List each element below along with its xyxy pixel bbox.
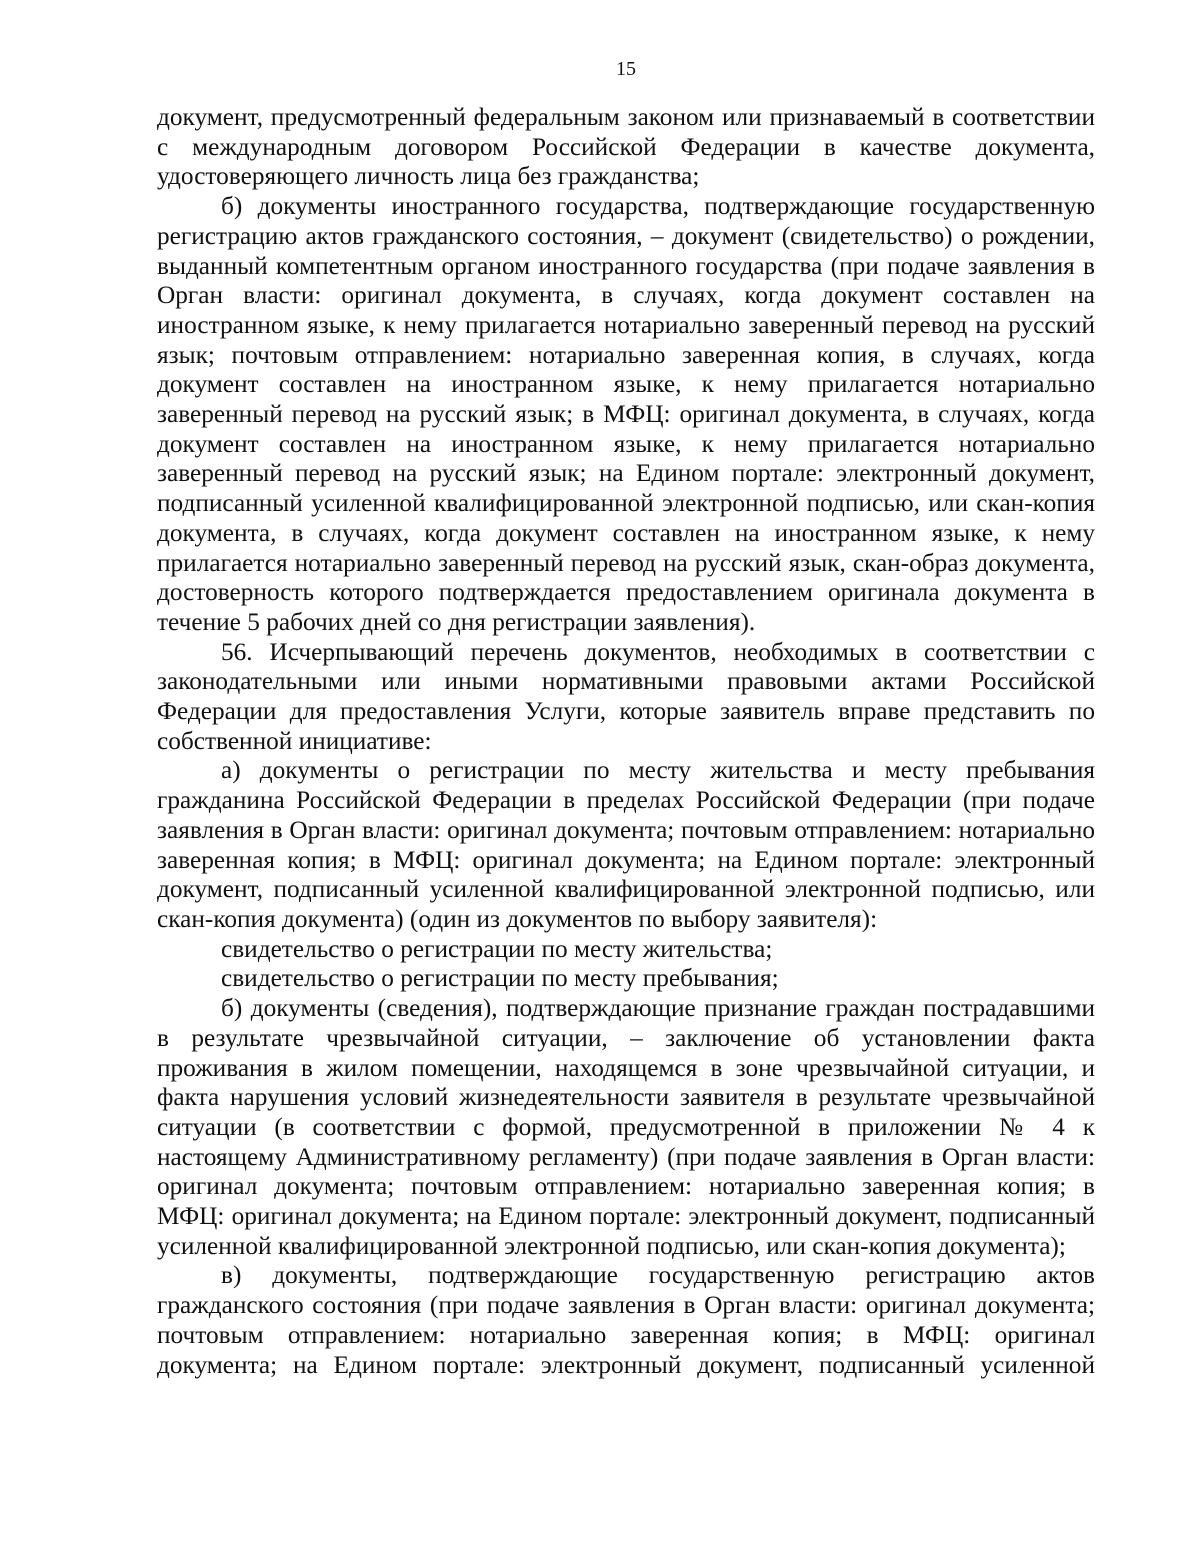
paragraph-item-a-registration: а) документы о регистрации по месту жительства и месту пребывания гражданина Российской Федерации в пределах Российской Федерации (при подаче заявления в Орган власти: оригинал документа; почтовым отправлением: нотариально заверенная копия; в МФЦ: оригинал документа; на Едином портале: электронный документ, подписанный усиленной квалифицированной электронной подписью, или скан-копия документа) (один из документов по выбору заявителя): [157, 756, 1095, 933]
paragraph-item-b-foreign-documents: б) документы иностранного государства, подтверждающие государственную регистрацию актов гражданского состояния, – документ (свидетельство) о рождении, выданный компетентным органом иностранного государства (при подаче заявления в Орган власти: оригинал документа, в случаях, когда документ составлен на иностранном языке, к нему прилагается нотариально заверенный перевод на русский язык; почтовым отправлением: нотариально заверенная копия, в случаях, когда документ составлен на иностранном языке, к нему прилагается нотариально заверенный перевод на русский язык; в МФЦ: оригинал документа, в случаях, когда документ составлен на иностранном языке, к нему прилагается нотариально заверенный перевод на русский язык; на Едином портале: электронный документ, подписанный усиленной квалифицированной электронной подписью, или скан-копия документа, в случаях, когда документ составлен на иностранном языке, к нему прилагается нотариально заверенный перевод на русский язык, скан-образ документа, достоверность которого подтверждается предоставлением оригинала документа в течение 5 рабочих дней со дня регистрации заявления). [157, 192, 1095, 636]
paragraph-item-b-emergency: б) документы (сведения), подтверждающие признание граждан пострадавшими в результате чрезвычайной ситуации, – заключение об установлении факта проживания в жилом помещении, находящемся в зоне чрезвычайной ситуации, и факта нарушения условий жизнедеятельности заявителя в результате чрезвычайной ситуации (в соответствии с формой, предусмотренной в приложении № 4 к настоящему Административному регламенту) (при подаче заявления в Орган власти: оригинал документа; почтовым отправлением: нотариально заверенная копия; в МФЦ: оригинал документа; на Едином портале: электронный документ, подписанный усиленной квалифицированной электронной подписью, или скан-копия документа); [157, 994, 1095, 1260]
paragraph-continuation: документ, предусмотренный федеральным законом или признаваемый в соответствии с международным договором Российской Федерации в качестве документа, удостоверяющего личность лица без гражданства; [157, 103, 1095, 191]
paragraph-clause-56: 56. Исчерпывающий перечень документов, необходимых в соответствии с законодательными или иными нормативными правовыми актами Российской Федерации для предоставления Услуги, которые заявитель вправе представить по собственной инициативе: [157, 637, 1095, 755]
paragraph-item-v-civil-status: в) документы, подтверждающие государственную регистрацию актов гражданского состояния (при подаче заявления в Орган власти: оригинал документа; почтовым отправлением: нотариально заверенная копия; в МФЦ: оригинал документа; на Едином портале: электронный документ, подписанный усиленной [157, 1261, 1095, 1379]
paragraph-residence-certificate: свидетельство о регистрации по месту жительства; [221, 934, 773, 963]
page-number: 15 [616, 58, 636, 80]
document-body [157, 103, 1095, 1380]
paragraph-stay-certificate: свидетельство о регистрации по месту пребывания; [221, 964, 779, 993]
